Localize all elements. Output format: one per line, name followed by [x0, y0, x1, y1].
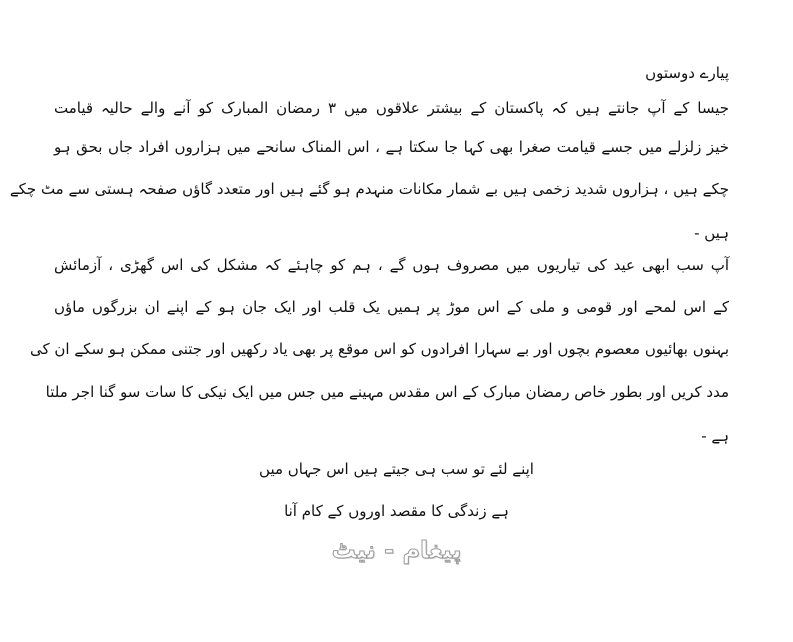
greeting: پیارے دوستوں: [645, 64, 729, 82]
paragraph1-line: خیز زلزلے میں جسے قیامت صغرا بھی کہا جا سکتا ہے ، اس المناک سانحے میں ہزاروں افراد جاں بحق ہو: [54, 138, 729, 156]
paragraph2-line: بہنوں بھائیوں معصوم بچوں اور بے سہارا افرادوں کو اس موقع پر بھی یاد رکھیں اور جتنی ممکن ہو سکے ان کی: [29, 340, 729, 358]
paragraph2-line: کے اس لمحے اور قومی و ملی کے اس موڑ پر ہمیں یک قلب اور ایک جان ہو کے اپنے ان بزرگوں ماؤں: [54, 298, 729, 316]
paragraph2-line: مدد کریں اور بطور خاص رمضان مبارک کے اس مقدس مہینے میں جس میں ایک نیکی کا سات سو گنا اجر ملتا: [45, 383, 729, 401]
paragraph1-line: چکے ہیں ، ہزاروں شدید زخمی ہیں بے شمار مکانات منہدم ہو گئے ہیں اور متعدد گاؤں صفحہ ہستی سے مٹ چکے: [9, 180, 729, 198]
paragraph2-line: آپ سب ابھی عید کی تیاریوں میں مصروف ہوں گے ، ہم کو چاہئے کہ مشکل کی اس گھڑی ، آزمائش: [54, 256, 729, 274]
poem-line: ہے زندگی کا مقصد اوروں کے کام آنا: [284, 502, 509, 520]
paragraph1-line: ہیں -: [694, 224, 729, 242]
poem-line: اپنے لئے تو سب ہی جیتے ہیں اس جہاں میں: [259, 460, 534, 478]
paragraph2-line: ہے -: [701, 427, 729, 445]
paragraph1-line: جیسا کے آپ جانتے ہیں کہ پاکستان کے بیشتر علاقوں میں ۳ رمضان المبارک کو آنے والے حالیہ قیامت: [54, 99, 729, 117]
signature-logo: پیغام - نیٹ: [331, 536, 462, 564]
